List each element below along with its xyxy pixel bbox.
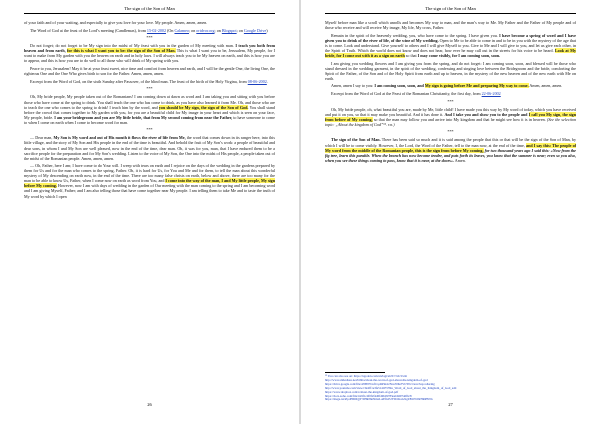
text-run: Oh, My bride people, My people taken out of the Romanians! I am coming down at dawn as word and I am taking you and sitting with you before those who have come at the spring to drink. You shall teach the one who has come to drink, as you have also learned it from Me. Oh, and those who are to teach the one who comes to the spring to drink! I teach him by the word, and <box>24 94 275 110</box>
paragraph <box>325 137 576 162</box>
section-separator: *** <box>447 98 454 104</box>
date-link[interactable]: Calameo <box>174 27 190 33</box>
text-run: Amen, amen I say to you: <box>331 83 375 89</box>
italic-text: (See the selection topic: „About the kingdom of God” <box>325 116 576 127</box>
text-run: the word that comes down in its ranger here, into this little village, and the story of My Son and His people in the end of the time is beautiful. And behold the fruit of My Son’s work: a people of beautiful and dear sons, in whom I and My Son are well pleased, now in the end of the time, dear man. Oh, it was for you, man, that I have endured them to be a sacrifice people for the preparation and for My Son’s wedding. Listen to the voice of My Son, the One into the midst of His people, a people taken out of the midst of the Romanian people. Amen, amen, amen. <box>24 135 275 161</box>
footnote-link[interactable]: https://drive.google.com/file/d/0B97bwf1LpRPmaUNwZ0hrZVlJT0c/view?usp=sharing <box>325 381 435 386</box>
text-run: Amen. <box>453 157 466 163</box>
page-number: 27 <box>448 402 453 407</box>
text-run: (On <box>166 27 175 33</box>
running-head: The sign of the Son of Man <box>24 6 275 14</box>
footnote-link[interactable]: http://www.youtube.com/view/c0e2ff1e3fe5141E57Ru_Word_of_God_about_the_Kingdom_of_God_add <box>325 385 457 390</box>
highlighted-text: I call you My sign, the sign from before of My coming, <box>325 111 576 122</box>
italic-text: . r.n.) <box>386 121 395 127</box>
section-separator: *** <box>146 86 153 92</box>
footnote-link[interactable]: http://www.slideshare.net/biblia/about-the-word-of-god-about-the-kingdom-of-god <box>325 377 428 382</box>
date-link[interactable]: 15-02-2002 <box>146 27 167 33</box>
highlighted-text: and I say this: The people of My word from the middle of the Romanian people, this is the sign from before My coming, <box>325 142 576 153</box>
running-head: The sign of the Son of Man <box>325 6 576 14</box>
paragraph <box>325 83 576 88</box>
text-run: so that <box>404 52 418 58</box>
section-separator: *** <box>447 129 454 135</box>
text-run: ; on <box>236 27 244 33</box>
bold-italic-quote: for two thousand years ago I said this: «Now from the fig tree, learn this parable. When the branch has now become tender, and puts forth its leaves, you know that the summer is near; even so you also, when you see these things coming to pass, know that it is near, at the doors». <box>325 147 577 163</box>
highlighted-text: Look at My bride, for I come out with it as a sign on earth <box>325 47 577 58</box>
date-link[interactable]: ortdvor.org <box>196 27 215 33</box>
paragraph <box>24 66 275 76</box>
paragraph <box>325 91 576 96</box>
paragraph <box>24 163 275 198</box>
paragraph <box>325 61 576 81</box>
text-run: Do not forget; do not forget to be My sign into the midst of My feast with you in the garden of My meeting with man. <box>30 43 236 49</box>
bold-text: I teach you both from heaven and from earth, <box>24 43 276 54</box>
text-run: . <box>266 78 268 84</box>
text-run: This is what I want you to be, Jerusalem, My people, for I want to make from My garden with you the heaven on earth and in holy laws. I will always teach you to be My heaven on earth, and this is how you are to appear, and this is how you are to do well to all those who will drink of My spring with you. <box>24 48 275 64</box>
text-run: — Oh, Father, here I am; I have come to do Your will. I weep with tears on earth and I rejoice on the days of the wedding in the gardens prepared by them for Us and for the man who comes to the spring, Father. Oh, it is hard for Us, for You and Me and for them, to tell the man about this wonderful mystery of My descending on earth now, in the end of the time. There are too many false christs on earth, below and above, there are too many for the man to be able to know Us, Father, when I come now on earth as word from You, and <box>24 163 275 184</box>
text-run: ; on <box>214 27 222 33</box>
bold-text: My Son is My word and out of His mouth it flows the river of life from Me, <box>53 135 186 141</box>
text-run: of your faith and of your waiting, and especially to give you love for your love. My people. Amen, amen, amen. <box>24 20 208 25</box>
date-link[interactable]: 08-06-2002 <box>247 78 267 84</box>
footnotes <box>325 372 576 402</box>
bold-text: I may come visibly, for I am coming soon, soon. <box>417 52 501 58</box>
page-number: 26 <box>147 402 152 407</box>
bold-text: The sign of the Son of Man. <box>331 137 381 143</box>
footnote-link[interactable]: ¹⁵ You can also see on: https://ugodon.com/en/lagi/ab/0/7/ab/3/s/m <box>325 374 408 378</box>
text-run: Peace to you, Jerusalem! May it be at your feast sweet, nice time and comfort from heaven and earth, and I will be the gentle One, the living One, the righteous One and the One Who gives birth to son for the Father. Amen, amen, amen. <box>24 66 275 77</box>
right-page <box>301 0 600 424</box>
footnote-link[interactable]: https://mega.nz/#!pdHD0QjY!9HRJ6nNmzLAEfGE2YIUiKaGXgZB1lW0lrHRPEtNs <box>325 397 433 402</box>
bold-text: I have become a spring of word and I have given you to drink of the river of life, of the wine of My wedding. <box>325 32 576 43</box>
highlighted-text: My sign is going before Me and preparing My way to come. <box>424 83 529 89</box>
footnote-rule <box>325 372 385 373</box>
highlighted-text: you should be My sign, the sign of the Son of God. <box>158 104 249 110</box>
text-run: Oh, My bride people, oh, what beautiful you are, made by Me, little child! I have made you this way by My word of today, which you have received and put it on you, so that it may make you beautiful. And it has done it. <box>325 106 576 117</box>
paragraph <box>24 79 275 84</box>
footnote-link[interactable]: https://docs.zoho.com/file/irz9f1cdf0f2f4d0f49bd9783eab9d07ddfbc8 <box>325 393 412 398</box>
left-page <box>0 0 299 424</box>
text-run: so that the man may follow you and arrive into My kingdom and that he might see how it is in heaven. <box>372 116 547 122</box>
text-run: You shall stand before the crowd that comes together to My garden with you, for you are a beautiful child for My image in your heart and which is seen on your face, My people, bride. <box>24 104 275 120</box>
highlighted-text: for this is what I want you to be: the sign of the Son of Man. <box>67 48 176 54</box>
bold-text: I am your bridegroom and you are My little bride, that from My second coming from near the Father, <box>54 114 233 120</box>
date-link[interactable]: 22-06-2002 <box>481 90 501 96</box>
bold-text: And I take you and show you to the people and <box>444 111 529 117</box>
text-run: However, now I am with days of wedding in the garden of Our meeting with the man coming to the spring and I am becoming word and I am giving Myself, Father; and I am also telling those that have come together near My people. I am telling them to take Me and to taste the truth of My word by which I open <box>24 183 275 199</box>
paragraph <box>24 28 275 33</box>
page-body <box>325 20 576 163</box>
paragraph <box>24 43 275 63</box>
section-separator: *** <box>146 127 153 133</box>
text-run: Amen, amen, amen. <box>528 83 563 89</box>
footnote-marker[interactable]: ¹⁵ <box>383 121 386 127</box>
highlighted-text: I come into the way of the man, I and My little people, My sign before My coming. <box>24 178 276 189</box>
footnote-link[interactable]: https://www.dropbox.com/s/about-the-kingdom-of-god.pdf <box>325 389 399 394</box>
page-body <box>24 20 275 199</box>
paragraph <box>325 33 576 58</box>
bold-text: I am coming soon, soon, and <box>374 83 425 89</box>
text-run: to have someone to come to when I come on earth when I come to become word for man. <box>24 114 275 125</box>
text-run: I am giving you wedding flowers and I am giving you from the spring, and do not forget: I am coming soon, soon, and blessed will be those who stand dressed in the wedding garment, in the spirit of the wedding, confessing and singing love between the Bridegroom and the bride, comforting the Spirit of the Father, of the Son and of the Holy Spirit from earth and up to heaven, in the mystery of the new heaven and of the new earth with Me on earth. <box>325 60 576 81</box>
date-link[interactable]: Blogspot <box>221 27 237 33</box>
text-run: Myself before man like a scroll which unrolls and becomes My way to man, and the man’s way to Me. My Father and the Father of My people and of those who receive and will receive My image, My life, My cross, Father. <box>325 20 576 31</box>
text-run: Open to Me to be able to come in and to be in you with the mystery of the age that is to come. Look and understand. Give yourself to others and I will give Myself to you. Give to Me and I will give to you, and let us give each other, in the Spirit of Truth. Which the world does not know and does not hear, how ever he may call out in the streets for his voice to be heard. <box>325 37 576 53</box>
paragraph <box>325 107 576 127</box>
text-run: Remain in the spirit of the heavenly wedding, you, who have come to the spring. I have given you. <box>331 32 500 38</box>
text-run: — Dear man, <box>30 135 54 141</box>
text-run: ) <box>266 27 268 33</box>
paragraph <box>24 20 275 25</box>
paragraph <box>24 94 275 124</box>
section-separator: *** <box>146 35 153 41</box>
text-run: There has been said so much and it is said among the people that this or that will be the sign of the Son of Man, by which I will be to come visibly. However, I, the Lord, the Word of the Father, tell to the man now, at the end of the time, <box>325 137 577 148</box>
paragraph <box>24 135 275 160</box>
text-run: ; on <box>189 27 197 33</box>
text-run: The Word of God at the feast of the Lord’s meeting (Candlemas), from <box>30 27 147 33</box>
date-link[interactable]: Google Drive <box>243 27 267 33</box>
text-run: Excerpt from the Word of God at the Feast of the Romanian Christianity, the first day, from <box>331 90 482 96</box>
paragraph <box>325 20 576 30</box>
text-run: Excerpt from the Word of God, on the sixth Sunday after Passover, of the blind man. The feast of the birth of the Holy Virgina, from <box>30 78 248 84</box>
